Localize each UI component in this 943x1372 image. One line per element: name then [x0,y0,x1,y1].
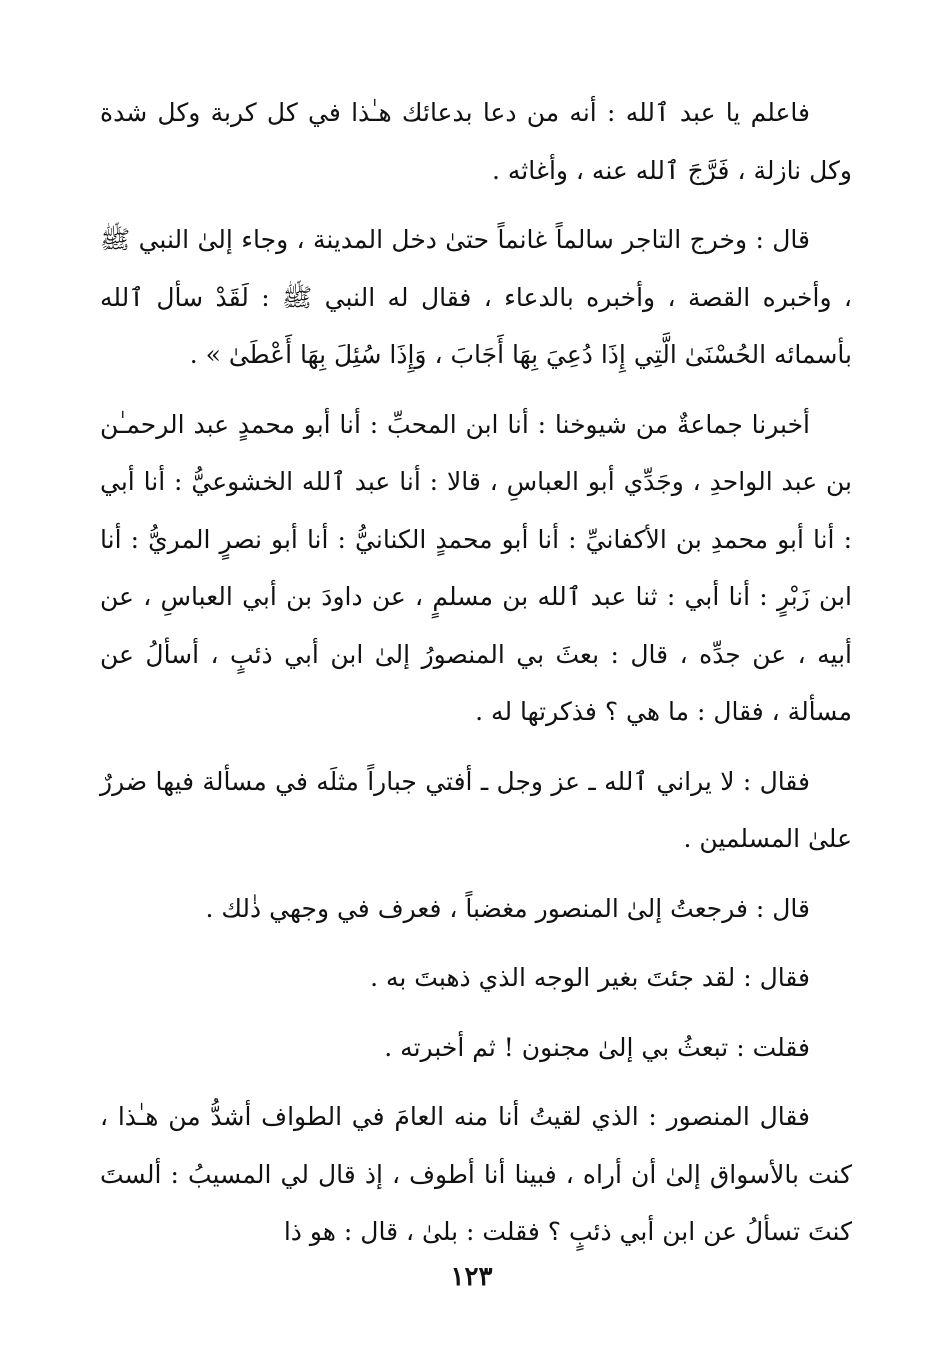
paragraph-1: فاعلم يا عبد ٱلله : أنه من دعا بدعائك هـٰذا في كل كربة وكل شدة وكل نازلة ، فَرَّجَ ٱلله عنه ، وأغاثه . [100,98,852,185]
page-body-text [100,84,852,1273]
paragraph-6: فقال : لقد جئتَ بغير الوجه الذي ذهبتَ به . [370,963,810,992]
page-number: ١٢٣ [450,1262,493,1292]
paragraph-3: أخبرنا جماعةٌ من شيوخنا : أنا ابن المحبِّ : أنا أبو محمدٍ عبد الرحمـٰن بن عبد الواحدِ ، وجَدِّي أبو العباسِ ، قالا : أنا عبد ٱلله الخشوعيُّ : أنا أبي : أنا أبو محمدِ بن الأكفانيِّ : أنا أبو محمدٍ الكنانيُّ : أنا أبو نصرٍ المريُّ : أنا ابن زَبْرٍ : أنا أبي : ثنا عبد ٱلله بن مسلمٍ ، عن داودَ بن أبي العباسِ ، عن أبيه ، عن جدِّه ، قال : بعثَ بي المنصورُ إلىٰ ابن أبي ذئبٍ ، أسألُ عن مسألة ، فقال : ما هي ؟ فذكرتها له . [100,409,852,726]
paragraph-2: قال : وخرج التاجر سالماً غانماً حتىٰ دخل المدينة ، وجاء إلىٰ النبي ﷺ ، وأخبره القصة ، وأخبره بالدعاء ، فقال له النبي ﷺ : لَقَدْ سأل ٱلله بأسمائه الحُسْنَىٰ الَّتِي إِذَا دُعِيَ بِهَا أَجَابَ ، وَإِذَا سُئِلَ بِهَا أَعْطَىٰ » . [100,225,852,369]
paragraph-4: فقال : لا يراني ٱلله ـ عز وجل ـ أفتي جباراً مثلَه في مسألة فيها ضررٌ علىٰ المسلمين . [100,766,852,853]
paragraph-8: فقال المنصور : الذي لقيتُ أنا منه العامَ في الطواف أشدُّ من هـٰذا ، كنت بالأسواق إلىٰ أن أراه ، فبينا أنا أطوف ، إذ قال لي المسيبُ : ألستَ كنتَ تسألُ عن ابن أبي ذئبٍ ؟ فقلت : بلىٰ ، قال : هو ذا [100,1102,852,1246]
paragraph-7: فقلت : تبعثُ بي إلىٰ مجنون ! ثم أخبرته . [384,1032,810,1062]
paragraph-5: قال : فرجعتُ إلىٰ المنصور مغضباً ، فعرف في وجهي ذٰلك . [205,893,810,923]
